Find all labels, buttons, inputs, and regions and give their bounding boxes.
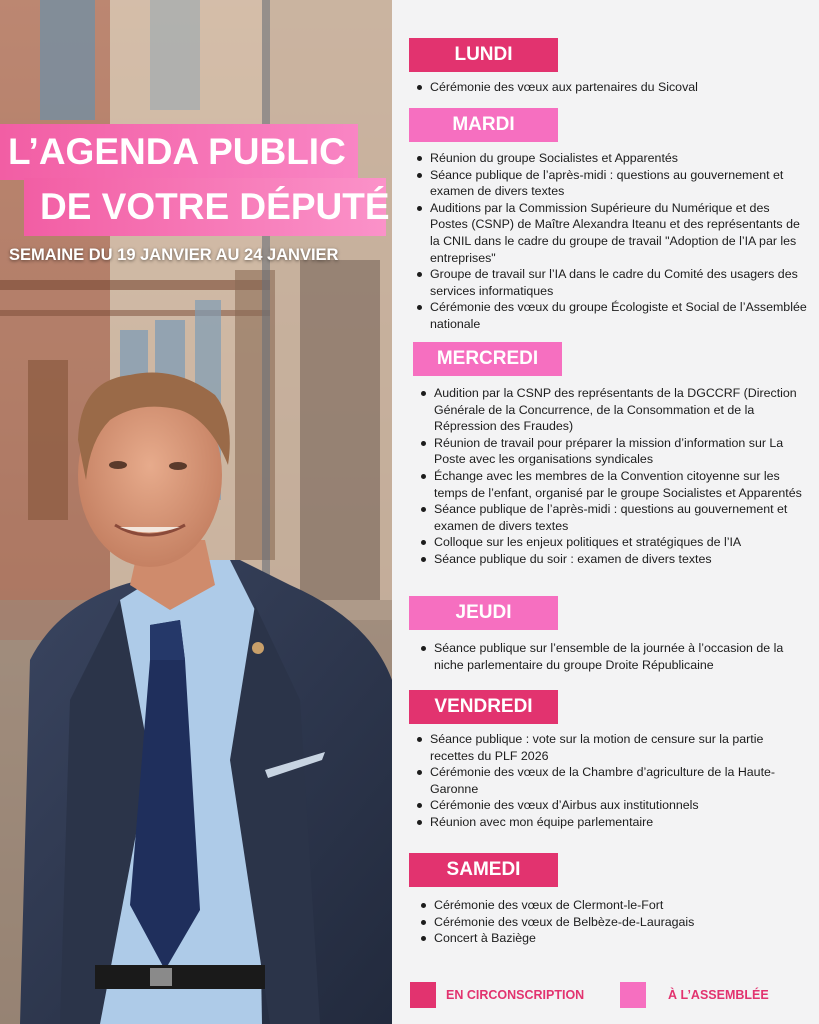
list-item: Réunion du groupe Socialistes et Apparentés <box>414 150 809 167</box>
day-badge-samedi: SAMEDI <box>409 853 558 887</box>
list-item: Cérémonie des vœux de la Chambre d’agriculture de la Haute-Garonne <box>414 764 809 797</box>
list-item: Séance publique de l’après-midi : questions au gouvernement et examen de divers textes <box>418 501 813 534</box>
legend-swatch-assemblee <box>620 982 646 1008</box>
portrait-photo <box>0 0 392 1024</box>
list-item: Séance publique du soir : examen de divers textes <box>418 551 813 568</box>
legend-swatch-circonscription <box>410 982 436 1008</box>
day-badge-jeudi: JEUDI <box>409 596 558 630</box>
title-line-1: L’AGENDA PUBLIC <box>0 124 358 180</box>
title-line-2: DE VOTRE DÉPUTÉ <box>24 178 386 236</box>
legend-label-circonscription: EN CIRCONSCRIPTION <box>446 988 585 1002</box>
day-list-samedi <box>418 897 813 947</box>
list-item: Séance publique de l’après-midi : questions au gouvernement et examen de divers textes <box>414 167 809 200</box>
list-item: Séance publique sur l’ensemble de la journée à l’occasion de la niche parlementaire du groupe Droite Républicaine <box>418 640 813 673</box>
list-item: Réunion de travail pour préparer la mission d’information sur La Poste avec les organisations syndicales <box>418 435 813 468</box>
list-item: Cérémonie des vœux d’Airbus aux institutionnels <box>414 797 809 814</box>
list-item: Cérémonie des vœux du groupe Écologiste et Social de l’Assemblée nationale <box>414 299 809 332</box>
day-list-mardi <box>414 150 809 333</box>
day-badge-mercredi: MERCREDI <box>413 342 562 376</box>
list-item: Cérémonie des vœux aux partenaires du Sicoval <box>414 79 809 96</box>
list-item: Groupe de travail sur l’IA dans le cadre du Comité des usagers des services informatiques <box>414 266 809 299</box>
day-list-vendredi <box>414 731 809 831</box>
list-item: Séance publique : vote sur la motion de censure sur la partie recettes du PLF 2026 <box>414 731 809 764</box>
list-item: Concert à Baziège <box>418 930 813 947</box>
list-item: Auditions par la Commission Supérieure du Numérique et des Postes (CSNP) de Maître Alexandra Iteanu et des représentants de la CNIL dans le cadre du groupe de travail "Adoption de l’IA par les entreprises" <box>414 200 809 266</box>
week-subtitle: SEMAINE DU 19 JANVIER AU 24 JANVIER <box>9 246 339 264</box>
list-item: Cérémonie des vœux de Belbèze-de-Lauragais <box>418 914 813 931</box>
day-badge-vendredi: VENDREDI <box>409 690 558 724</box>
list-item: Réunion avec mon équipe parlementaire <box>414 814 809 831</box>
list-item: Colloque sur les enjeux politiques et stratégiques de l’IA <box>418 534 813 551</box>
day-badge-lundi: LUNDI <box>409 38 558 72</box>
list-item: Cérémonie des vœux de Clermont-le-Fort <box>418 897 813 914</box>
agenda-panel <box>392 0 819 1024</box>
list-item: Audition par la CSNP des représentants de la DGCCRF (Direction Générale de la Concurrence, de la Consommation et de la Répression des Fraudes) <box>418 385 813 435</box>
list-item: Échange avec les membres de la Convention citoyenne sur les temps de l’enfant, organisé par le groupe Socialistes et Apparentés <box>418 468 813 501</box>
day-list-jeudi <box>418 640 813 673</box>
day-list-mercredi <box>418 385 813 568</box>
legend-label-assemblee: À L’ASSEMBLÉE <box>668 988 769 1002</box>
day-list-lundi <box>414 79 809 96</box>
day-badge-mardi: MARDI <box>409 108 558 142</box>
